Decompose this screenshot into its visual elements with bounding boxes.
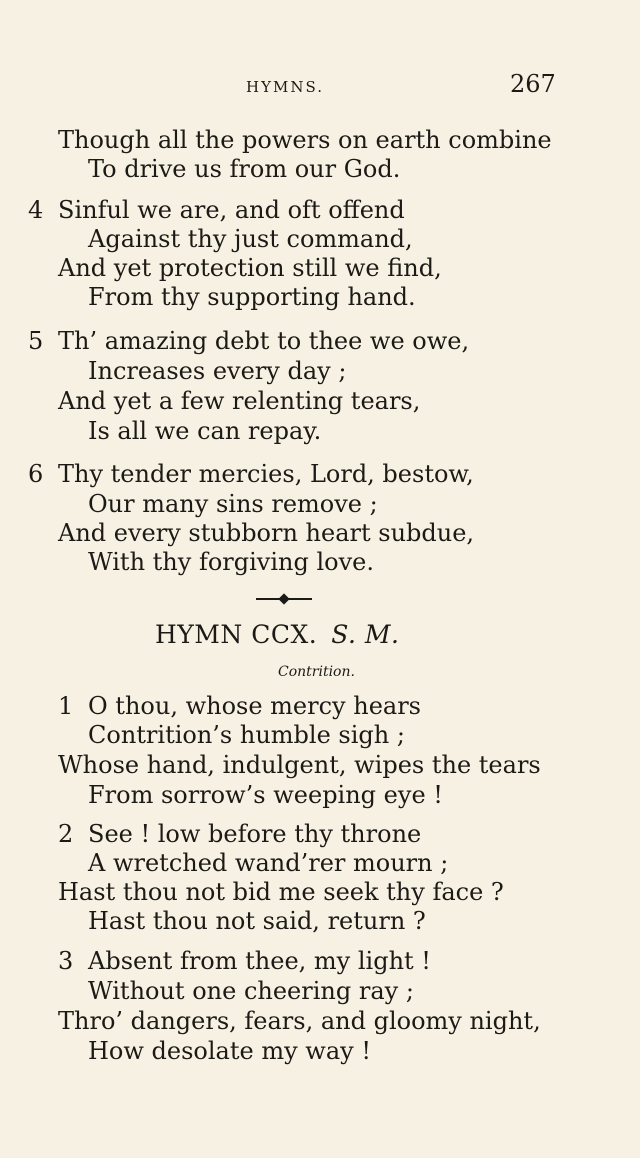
verse-line: Absent from thee, my light !: [88, 947, 431, 975]
verse-line: And yet a few relenting tears,: [58, 387, 421, 415]
verse-line: A wretched wand’rer mourn ;: [88, 849, 449, 877]
verse-line: From thy supporting hand.: [88, 283, 416, 311]
verse-line: And yet protection still we find,: [58, 254, 442, 282]
stanza-number: 2: [58, 820, 74, 848]
verse-line: And every stubborn heart subdue,: [58, 519, 475, 547]
verse-line: How desolate my way !: [88, 1037, 371, 1065]
stanza-number: 5: [28, 327, 44, 355]
verse-line: O thou, whose mercy hears: [88, 692, 421, 720]
verse-line: Without one cheering ray ;: [88, 977, 414, 1005]
stanza-number: 6: [28, 460, 44, 488]
verse-line: Thy tender mercies, Lord, bestow,: [58, 460, 474, 488]
running-head: HYMNS.: [246, 78, 324, 96]
hymn-meter: S. M.: [331, 620, 400, 649]
verse-line: Hast thou not bid me seek thy face ?: [58, 878, 504, 906]
page-number: 267: [510, 70, 556, 98]
verse-line: From sorrow’s weeping eye !: [88, 781, 443, 809]
verse-line: With thy forgiving love.: [88, 548, 374, 576]
verse-line: Th’ amazing debt to thee we owe,: [58, 327, 470, 355]
verse-line: Whose hand, indulgent, wipes the tears: [58, 751, 541, 779]
stanza-number: 1: [58, 692, 74, 720]
verse-line: Sinful we are, and oft offend: [58, 196, 405, 224]
hymn-subtitle: Contrition.: [278, 664, 355, 680]
divider-ornament: [278, 593, 289, 604]
stanza-number: 4: [28, 196, 44, 224]
verse-line: Against thy just command,: [88, 225, 413, 253]
verse-line: Is all we can repay.: [88, 417, 322, 445]
verse-line: Contrition’s humble sigh ;: [88, 721, 405, 749]
verse-line: Increases every day ;: [88, 357, 347, 385]
verse-line: Though all the powers on earth combine: [58, 126, 552, 154]
stanza-number: 3: [58, 947, 74, 975]
verse-line: To drive us from our God.: [88, 155, 401, 183]
hymn-title: [155, 620, 399, 649]
verse-line: Thro’ dangers, fears, and gloomy night,: [58, 1007, 541, 1035]
verse-line: Our many sins remove ;: [88, 490, 378, 518]
hymn-number: HYMN CCX.: [155, 620, 318, 649]
verse-line: See ! low before thy throne: [88, 820, 422, 848]
verse-line: Hast thou not said, return ?: [88, 907, 426, 935]
